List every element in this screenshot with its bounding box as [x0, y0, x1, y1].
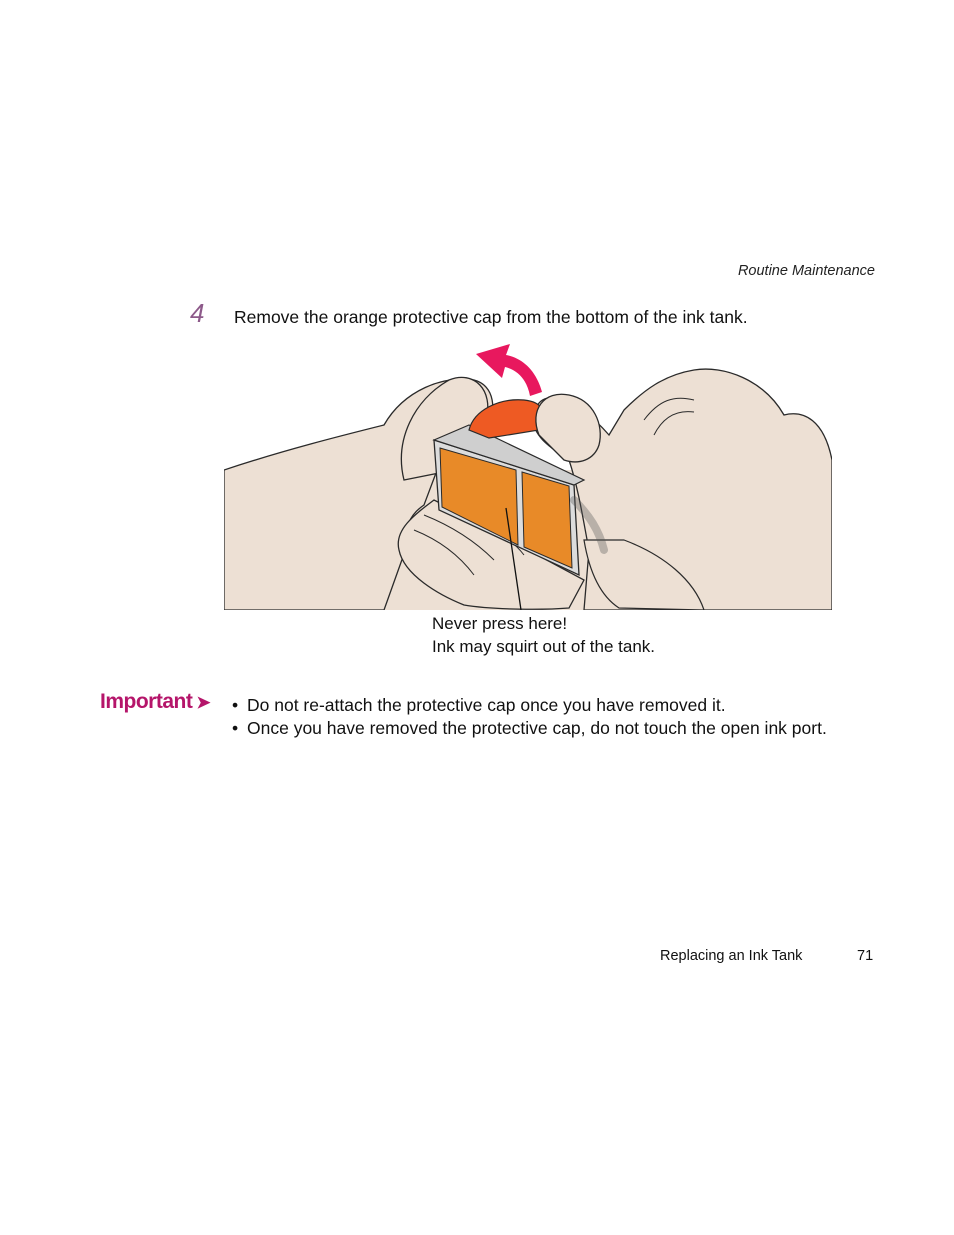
running-header: Routine Maintenance — [737, 263, 875, 279]
callout-line-1: Never press here! — [432, 614, 568, 633]
page-number: 71 — [857, 948, 874, 964]
bullet-icon: • — [232, 695, 239, 715]
callout-line-2: Ink may squirt out of the tank. — [432, 636, 656, 656]
right-thumb — [536, 394, 600, 462]
arrow-right-icon: ➤ — [196, 693, 211, 712]
important-bullet-list — [232, 694, 832, 739]
bullet-icon: • — [232, 717, 239, 738]
step-instruction: Remove the orange protective cap from the bottom of the ink tank. — [234, 307, 748, 327]
ink-tank-illustration — [224, 340, 832, 610]
bullet-text: Do not re-attach the protective cap once you have removed it. — [247, 695, 726, 715]
callout-text — [432, 613, 655, 658]
bullet-text: Once you have removed the protective cap, do not touch the open ink port. — [247, 717, 827, 738]
list-item — [232, 717, 832, 740]
important-label — [100, 690, 210, 714]
footer-title: Replacing an Ink Tank — [660, 948, 803, 964]
list-item — [232, 694, 832, 717]
important-label-text: Important — [100, 690, 193, 713]
step-number: 4 — [190, 298, 205, 328]
